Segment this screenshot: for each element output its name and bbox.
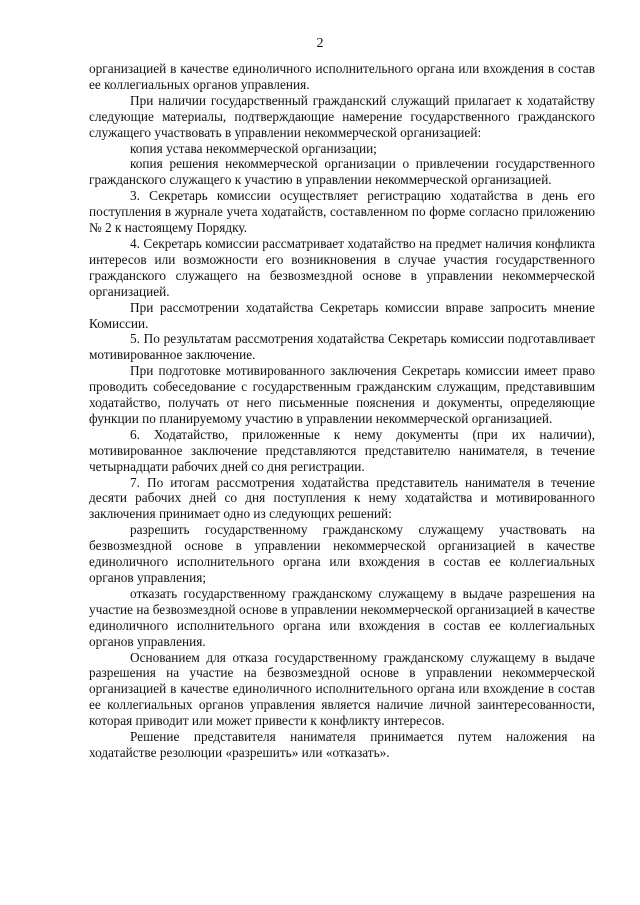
- paragraph-materials-intro: При наличии государственный гражданский служащий прилагает к ходатайству следующие материалы, подтверждающие намерение государственного гражданского служащего участвовать в управлении некоммерческой организацией:: [89, 92, 595, 140]
- document-body: [89, 61, 595, 761]
- paragraph-resolution: Решение представителя нанимателя принимается путем наложения на ходатайстве резолюции «разрешить» или «отказать».: [89, 729, 595, 760]
- paragraph-item-6: 6. Ходатайство, приложенные к нему документы (при их наличии), мотивированное заключение представляются представителю нанимателя, в течение четырнадцати рабочих дней со дня регистрации.: [89, 426, 595, 474]
- page-number: 2: [316, 36, 324, 51]
- paragraph-refusal-grounds: Основанием для отказа государственному гражданскому служащему в выдаче разрешения на участие на безвозмездной основе в управлении некоммерческой организацией в качестве единоличного исполнительного органа или вхождение в состав ее коллегиальных органов управления является наличие личной заинтересованности, которая приводит или может привести к конфликту интересов.: [89, 649, 595, 729]
- paragraph-continuation: организацией в качестве единоличного исполнительного органа или вхождения в состав ее коллегиальных органов управления.: [89, 61, 595, 92]
- paragraph-item-7: 7. По итогам рассмотрения ходатайства представитель нанимателя в течение десяти рабочих дней со дня поступления к нему ходатайства и мотивированного заключения принимает одно из следующих решений:: [89, 474, 595, 522]
- paragraph-commission-opinion: При рассмотрении ходатайства Секретарь комиссии вправе запросить мнение Комиссии.: [89, 299, 595, 331]
- paragraph-item-3: 3. Секретарь комиссии осуществляет регистрацию ходатайства в день его поступления в журнале учета ходатайств, составленном по форме согласно приложению № 2 к настоящему Порядку.: [89, 188, 595, 236]
- decision-allow: разрешить государственному гражданскому служащему участвовать на безвозмездной основе в управлении некоммерческой организацией в качестве единоличного исполнительного органа или вхождения в состав ее коллегиальных органов управления;: [89, 522, 595, 585]
- paragraph-item-5: 5. По результатам рассмотрения ходатайства Секретарь комиссии подготавливает мотивированное заключение.: [89, 331, 595, 363]
- paragraph-interview: При подготовке мотивированного заключения Секретарь комиссии имеет право проводить собеседование с государственным гражданским служащим, представившим ходатайство, получать от него письменные пояснения и документы, определяющие функции по планируемому участию в управлении некоммерческой организацией.: [89, 363, 595, 426]
- list-item-charter: копия устава некоммерческой организации;: [130, 140, 377, 156]
- paragraph-item-4: 4. Секретарь комиссии рассматривает ходатайство на предмет наличия конфликта интересов или возможности его возникновения в случае участия государственного гражданского служащего на безвозмездной основе в управлении некоммерческой организацией.: [89, 235, 595, 299]
- list-item-decision: копия решения некоммерческой организации о привлечении государственного гражданского служащего к участию в управлении некоммерческой организацией.: [89, 156, 595, 188]
- decision-refuse: отказать государственному гражданскому служащему в выдаче разрешения на участие на безвозмездной основе в управлении некоммерческой организацией в качестве единоличного исполнительного органа или вхождения в состав ее коллегиальных органов управления.: [89, 585, 595, 649]
